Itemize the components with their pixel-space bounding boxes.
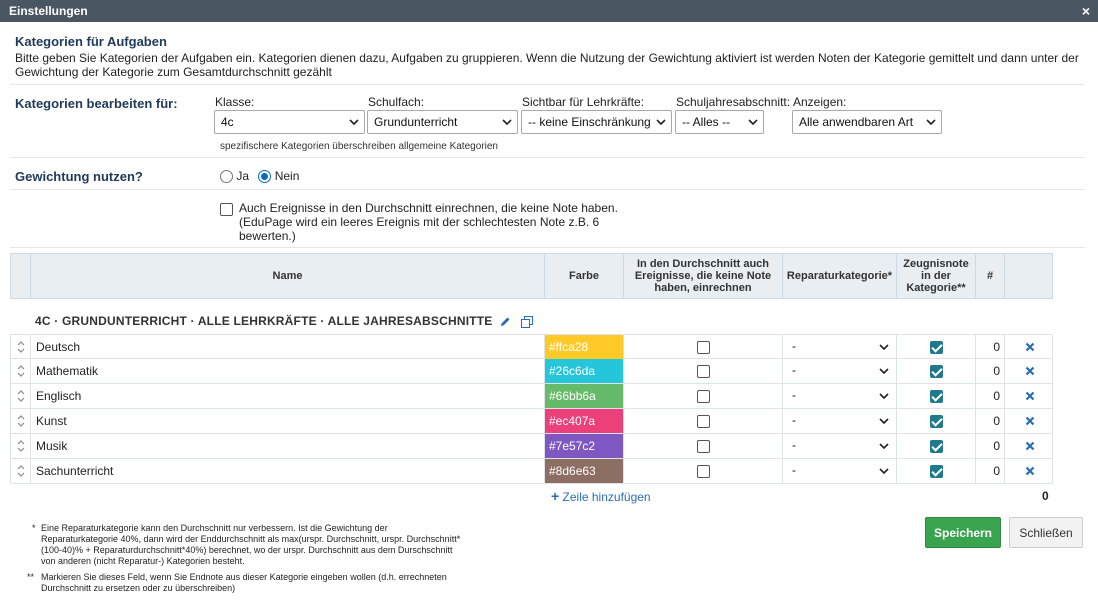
abschnitt-value: -- Alles -- bbox=[682, 115, 730, 129]
chevron-down-icon bbox=[747, 111, 759, 133]
repair-value: - bbox=[792, 363, 796, 377]
include-empty-cell bbox=[623, 409, 782, 433]
include-empty-line: bewerten.) bbox=[239, 229, 296, 243]
include-empty-cell bbox=[623, 434, 782, 458]
chevron-down-icon bbox=[878, 435, 890, 457]
divider bbox=[10, 157, 1085, 158]
plus-icon: + bbox=[551, 488, 560, 504]
repair-select[interactable] bbox=[786, 460, 894, 482]
category-name[interactable]: Mathematik bbox=[30, 359, 544, 383]
header-line: in der bbox=[921, 270, 951, 282]
intro-text: Bitte geben Sie Kategorien der Aufgaben ein. Kategorien dienen dazu, Aufgaben zu gruppieren. Wenn die Nutzung der Gewichtung aktiviert ist werden Noten der Kategorie gemittelt und dann unter der Gewichtung der Kategorie zum Gesamtdurchschnitt gezählt bbox=[15, 51, 1079, 79]
category-name[interactable]: Kunst bbox=[30, 409, 544, 433]
klasse-value: 4c bbox=[221, 115, 234, 129]
anzeigen-label: Anzeigen: bbox=[793, 95, 847, 109]
copy-icon[interactable] bbox=[521, 316, 533, 328]
repair-select[interactable] bbox=[786, 435, 894, 457]
delete-icon[interactable] bbox=[1004, 459, 1054, 483]
category-color[interactable]: #66bb6a bbox=[544, 384, 623, 408]
category-color[interactable]: #7e57c2 bbox=[544, 434, 623, 458]
include-empty-text bbox=[239, 201, 618, 243]
category-name[interactable]: Musik bbox=[30, 434, 544, 458]
column-header-count: # bbox=[975, 254, 1004, 298]
table-row bbox=[10, 359, 1053, 384]
table-header bbox=[10, 253, 1053, 299]
footnote-star2-mark: ** bbox=[27, 572, 35, 582]
row-count: 0 bbox=[975, 434, 1004, 458]
include-empty-cell bbox=[623, 335, 782, 359]
footnote-line: Reparaturkategorie 40%, dann wird der Enddurchschnitt als max(urspr. Durchschnitt, urspr. Durchschnitt* bbox=[41, 534, 461, 544]
schulfach-select[interactable] bbox=[367, 110, 518, 134]
zeugnis-cell bbox=[896, 335, 975, 359]
category-name[interactable]: Deutsch bbox=[30, 335, 544, 359]
pencil-icon[interactable] bbox=[500, 316, 511, 327]
filters-hint: spezifischere Kategorien überschreiben allgemeine Kategorien bbox=[220, 141, 498, 152]
include-empty-row-checkbox[interactable] bbox=[697, 465, 710, 478]
footnote-line: Markieren Sie dieses Feld, wenn Sie Endnote aus dieser Kategorie eingeben wollen (d.h. errechneten bbox=[41, 572, 447, 582]
repair-select[interactable] bbox=[786, 385, 894, 407]
delete-icon[interactable] bbox=[1004, 384, 1054, 408]
chevron-down-icon bbox=[925, 111, 937, 133]
delete-icon[interactable] bbox=[1004, 335, 1054, 359]
category-name[interactable]: Englisch bbox=[30, 384, 544, 408]
lehrkraefte-select[interactable] bbox=[521, 110, 672, 134]
header-line: haben, einrechnen bbox=[654, 282, 752, 294]
column-header-zeugnis bbox=[896, 254, 975, 298]
include-empty-line: (EduPage wird ein leeres Ereignis mit der schlechtesten Note z.B. 6 bbox=[239, 215, 600, 229]
header-line: In den Durchschnitt auch bbox=[636, 258, 769, 270]
footnote-line: Eine Reparaturkategorie kann den Durchschnitt nur verbessern. Ist die Gewichtung der bbox=[41, 523, 388, 533]
delete-icon[interactable] bbox=[1004, 359, 1054, 383]
table-row bbox=[10, 434, 1053, 459]
table-row bbox=[10, 384, 1053, 409]
delete-icon[interactable] bbox=[1004, 409, 1054, 433]
include-empty-row-checkbox[interactable] bbox=[697, 415, 710, 428]
drag-handle-icon[interactable] bbox=[11, 359, 30, 383]
chevron-down-icon bbox=[878, 460, 890, 482]
page-title: Kategorien für Aufgaben bbox=[15, 34, 167, 49]
divider bbox=[10, 247, 1085, 248]
window-titlebar bbox=[0, 0, 1098, 22]
repair-cell bbox=[782, 384, 896, 408]
repair-value: - bbox=[792, 463, 796, 477]
drag-handle-icon[interactable] bbox=[11, 409, 30, 433]
zeugnis-checkbox[interactable] bbox=[930, 341, 943, 354]
zeugnis-checkbox[interactable] bbox=[930, 415, 943, 428]
repair-value: - bbox=[792, 438, 796, 452]
repair-value: - bbox=[792, 388, 796, 402]
repair-select[interactable] bbox=[786, 360, 894, 382]
chevron-down-icon bbox=[878, 360, 890, 382]
klasse-label: Klasse: bbox=[215, 95, 255, 109]
repair-cell bbox=[782, 409, 896, 433]
zeugnis-cell bbox=[896, 384, 975, 408]
category-name[interactable]: Sachunterricht bbox=[30, 459, 544, 483]
repair-select[interactable] bbox=[786, 410, 894, 432]
drag-handle-icon[interactable] bbox=[11, 459, 30, 483]
zeugnis-cell bbox=[896, 359, 975, 383]
row-count: 0 bbox=[975, 409, 1004, 433]
footnote-line: von anderen (nicht Reparatur-) Kategorien besteht. bbox=[41, 556, 245, 566]
zeugnis-checkbox[interactable] bbox=[930, 440, 943, 453]
lehrkraefte-value: -- keine Einschränkung bbox=[528, 115, 651, 129]
include-empty-row-checkbox[interactable] bbox=[697, 390, 710, 403]
repair-select[interactable] bbox=[786, 336, 894, 358]
row-count: 0 bbox=[975, 459, 1004, 483]
column-header-include bbox=[623, 254, 782, 298]
zeugnis-checkbox[interactable] bbox=[930, 390, 943, 403]
include-empty-cell bbox=[623, 359, 782, 383]
weighting-label: Gewichtung nutzen? bbox=[15, 169, 143, 184]
category-color[interactable]: #8d6e63 bbox=[544, 459, 623, 483]
repair-value: - bbox=[792, 339, 796, 353]
add-row-label: Zeile hinzufügen bbox=[562, 490, 651, 504]
row-count: 0 bbox=[975, 384, 1004, 408]
footnote-star1 bbox=[41, 523, 521, 567]
save-button[interactable]: Speichern bbox=[925, 517, 1001, 548]
schulfach-label: Schulfach: bbox=[368, 95, 425, 109]
abschnitt-label: Schuljahresabschnitt: bbox=[676, 95, 791, 109]
chevron-down-icon bbox=[878, 336, 890, 358]
zeugnis-cell bbox=[896, 459, 975, 483]
chevron-down-icon bbox=[501, 111, 513, 133]
drag-handle-icon[interactable] bbox=[11, 384, 30, 408]
anzeigen-select[interactable] bbox=[792, 110, 942, 134]
column-header-color: Farbe bbox=[544, 254, 623, 298]
header-line: Kategorie** bbox=[906, 282, 966, 294]
repair-cell bbox=[782, 434, 896, 458]
column-header-repair: Reparaturkategorie* bbox=[782, 254, 896, 298]
category-color[interactable]: #26c6da bbox=[544, 359, 623, 383]
group-title-text: 4C · GRUNDUNTERRICHT · ALLE LEHRKRÄFTE · ALLE JAHRESABSCHNITTE bbox=[35, 314, 493, 328]
footnote-line: Durchschnitt zu ersetzen oder zu überschreiben) bbox=[41, 583, 236, 593]
filters-section-label: Kategorien bearbeiten für: bbox=[15, 96, 178, 111]
zeugnis-checkbox[interactable] bbox=[930, 365, 943, 378]
footnote-star2 bbox=[41, 572, 521, 594]
window-title: Einstellungen bbox=[9, 4, 88, 18]
include-empty-row-checkbox[interactable] bbox=[697, 341, 710, 354]
zeugnis-checkbox[interactable] bbox=[930, 465, 943, 478]
weighting-yes-label: Ja bbox=[236, 169, 250, 183]
table-row bbox=[10, 459, 1053, 484]
drag-handle-icon[interactable] bbox=[11, 434, 30, 458]
total-count: 0 bbox=[1042, 489, 1049, 503]
lehrkraefte-label: Sichtbar für Lehrkräfte: bbox=[522, 95, 645, 109]
row-count: 0 bbox=[975, 359, 1004, 383]
group-title bbox=[35, 314, 533, 328]
chevron-down-icon bbox=[655, 111, 667, 133]
category-color[interactable]: #ffca28 bbox=[544, 335, 623, 359]
header-line: Zeugnisnote bbox=[903, 258, 969, 270]
repair-cell bbox=[782, 359, 896, 383]
divider bbox=[10, 189, 1085, 190]
zeugnis-cell bbox=[896, 409, 975, 433]
delete-icon[interactable] bbox=[1004, 434, 1054, 458]
column-header-actions bbox=[1004, 254, 1052, 298]
table-row bbox=[10, 409, 1053, 434]
footnote-star1-mark: * bbox=[32, 523, 36, 533]
chevron-down-icon bbox=[878, 385, 890, 407]
klasse-select[interactable] bbox=[214, 110, 365, 134]
chevron-down-icon bbox=[878, 410, 890, 432]
anzeigen-value: Alle anwendbaren Art bbox=[799, 115, 914, 129]
chevron-down-icon bbox=[348, 111, 360, 133]
include-empty-line: Auch Ereignisse in den Durchschnitt einrechnen, die keine Note haben. bbox=[239, 201, 618, 215]
weighting-yes-radio[interactable] bbox=[220, 170, 233, 183]
include-empty-cell bbox=[623, 459, 782, 483]
divider bbox=[10, 84, 1085, 85]
repair-cell bbox=[782, 459, 896, 483]
weighting-no-label: Nein bbox=[274, 169, 300, 183]
column-header-name: Name bbox=[30, 254, 544, 298]
repair-value: - bbox=[792, 413, 796, 427]
schulfach-value: Grundunterricht bbox=[374, 115, 458, 129]
footnote-line: (100-40)% + Reparaturdurchschnitt*40%) berechnet, wo der urspr. Durchschnitt aus dem Durschschnitt bbox=[41, 545, 453, 555]
abschnitt-select[interactable] bbox=[675, 110, 764, 134]
category-color[interactable]: #ec407a bbox=[544, 409, 623, 433]
drag-handle-icon[interactable] bbox=[11, 335, 30, 359]
include-empty-row-checkbox[interactable] bbox=[697, 440, 710, 453]
include-empty-cell bbox=[623, 384, 782, 408]
row-count: 0 bbox=[975, 335, 1004, 359]
repair-cell bbox=[782, 335, 896, 359]
include-empty-row-checkbox[interactable] bbox=[697, 365, 710, 378]
weighting-radio-group bbox=[220, 169, 299, 183]
close-button[interactable]: Schließen bbox=[1009, 517, 1083, 548]
zeugnis-cell bbox=[896, 434, 975, 458]
weighting-no-radio[interactable] bbox=[258, 170, 271, 183]
include-empty-checkbox[interactable] bbox=[220, 203, 233, 216]
add-row-link[interactable] bbox=[551, 488, 651, 504]
close-icon[interactable]: × bbox=[1081, 3, 1090, 19]
header-line: Ereignisse, die keine Note bbox=[634, 270, 772, 282]
table-row bbox=[10, 334, 1053, 359]
